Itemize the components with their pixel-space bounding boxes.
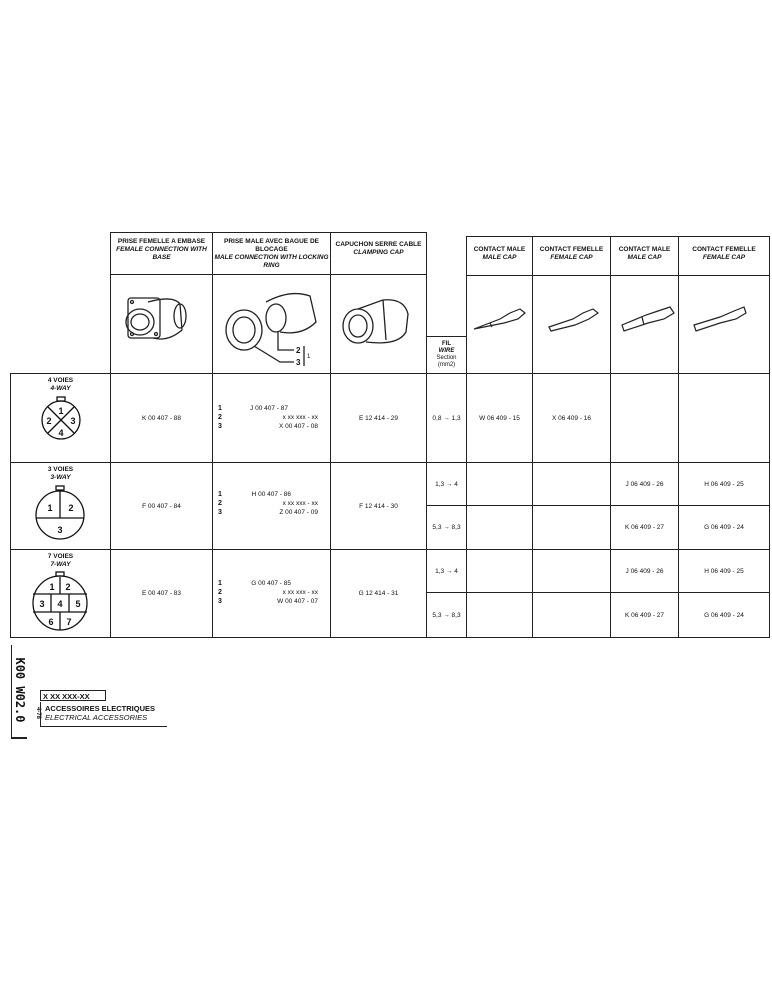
- svg-text:2: 2: [68, 503, 74, 513]
- male-ring-parts: 1 J 00 407 - 87 2 x xx xxx - xx 3 X 00 407 - 08: [218, 405, 318, 430]
- svg-text:1: 1: [47, 503, 53, 513]
- female-base-part: K 00 407 - 88: [141, 414, 182, 422]
- female-contact-image: [543, 305, 603, 335]
- clamping-cap-part: E 12 414 - 29: [358, 414, 399, 422]
- row-label-4way: 4 VOIES 4-WAY: [47, 377, 74, 392]
- clamping-cap-image: [338, 290, 418, 352]
- svg-text:3: 3: [296, 358, 301, 367]
- male-contact-image: [470, 305, 530, 335]
- 4way-pin-diagram: [40, 395, 82, 441]
- svg-text:1: 1: [307, 354, 311, 360]
- svg-text:4: 4: [58, 428, 64, 438]
- wire-section: 1,3 → 4: [435, 480, 458, 488]
- male-contact-part: W 06 409 - 15: [479, 414, 520, 422]
- clamping-cap-part: F 12 414 - 30: [359, 502, 398, 510]
- doc-title: ACCESSOIRES ELECTRIQUES ELECTRICAL ACCESSORIES: [40, 702, 167, 727]
- clamping-cap-part: G 12 414 - 31: [358, 590, 399, 597]
- male-contact-part: J 06 409 - 26: [625, 567, 664, 575]
- female-contact-image-2: [690, 305, 750, 335]
- female-contact-part: G 06 409 - 24: [704, 611, 744, 619]
- header-contact-4: CONTACT FEMELLE FEMALE CAP: [692, 246, 756, 261]
- female-base-part: E 00 407 - 83: [141, 590, 182, 597]
- svg-text:2: 2: [65, 582, 71, 592]
- ref-box: X XX XXX-XX: [40, 690, 106, 701]
- header-contact-1: CONTACT MALE MALE CAP: [473, 246, 526, 261]
- svg-text:2: 2: [46, 416, 52, 426]
- doc-date: 4-78: [35, 706, 41, 719]
- svg-text:3: 3: [57, 525, 63, 535]
- header-clamping-cap: CAPUCHON SERRE CABLE CLAMPING CAP: [335, 241, 422, 256]
- female-base-connector-image: [118, 290, 204, 352]
- female-base-part: F 00 407 - 84: [142, 502, 181, 510]
- header-wire: FIL WIRE Section (mm2): [436, 341, 457, 368]
- header-contact-2: CONTACT FEMELLE FEMALE CAP: [539, 246, 604, 261]
- doc-code: K00 W02.0: [13, 657, 27, 723]
- male-contact-part: K 06 409 - 27: [624, 524, 665, 531]
- male-contact-image-2: [618, 305, 678, 335]
- svg-text:1: 1: [58, 406, 64, 416]
- wire-section: 0,8 → 1,3: [432, 414, 461, 422]
- svg-text:7: 7: [66, 617, 72, 627]
- male-ring-parts: 1 H 00 407 - 86 2 x xx xxx - xx 3 Z 00 407 - 09: [218, 491, 318, 516]
- svg-text:6: 6: [48, 617, 54, 627]
- svg-text:1: 1: [49, 582, 55, 592]
- header-female-base: PRISE FEMELLE A EMBASE FEMALE CONNECTION WITH BASE: [116, 238, 207, 261]
- row-label-3way: 3 VOIES 3-WAY: [47, 466, 74, 481]
- header-male-ring: PRISE MALE AVEC BAGUE DE BLOCAGE MALE CONNECTION WITH LOCKING RING: [214, 238, 329, 269]
- male-ring-parts: 1 G 00 407 - 85 2 x xx xxx - xx 3 W 00 407 - 07: [218, 580, 318, 605]
- svg-text:3: 3: [39, 599, 45, 609]
- 3way-pin-diagram: [34, 484, 86, 542]
- svg-text:3: 3: [70, 416, 76, 426]
- female-contact-part: X 06 409 - 16: [551, 414, 592, 422]
- female-contact-part: H 06 409 - 25: [704, 480, 744, 488]
- header-contact-3: CONTACT MALE MALE CAP: [618, 246, 671, 261]
- svg-text:4: 4: [57, 599, 63, 609]
- male-contact-part: J 06 409 - 26: [625, 480, 664, 488]
- wire-section: 5,3 → 8,3: [432, 524, 461, 531]
- doc-code-box: [11, 645, 27, 739]
- male-contact-part: K 06 409 - 27: [624, 611, 665, 619]
- male-ring-connector-image: [220, 284, 330, 370]
- 7way-pin-diagram: [30, 570, 90, 632]
- wire-section: 1,3 → 4: [435, 567, 458, 575]
- svg-text:2: 2: [296, 346, 301, 355]
- row-label-7way: 7 VOIES 7-WAY: [47, 553, 74, 568]
- svg-text:5: 5: [75, 599, 81, 609]
- wire-section: 5,3 → 8,3: [432, 611, 461, 619]
- female-contact-part: G 06 409 - 24: [704, 524, 744, 531]
- female-contact-part: H 06 409 - 25: [704, 567, 744, 575]
